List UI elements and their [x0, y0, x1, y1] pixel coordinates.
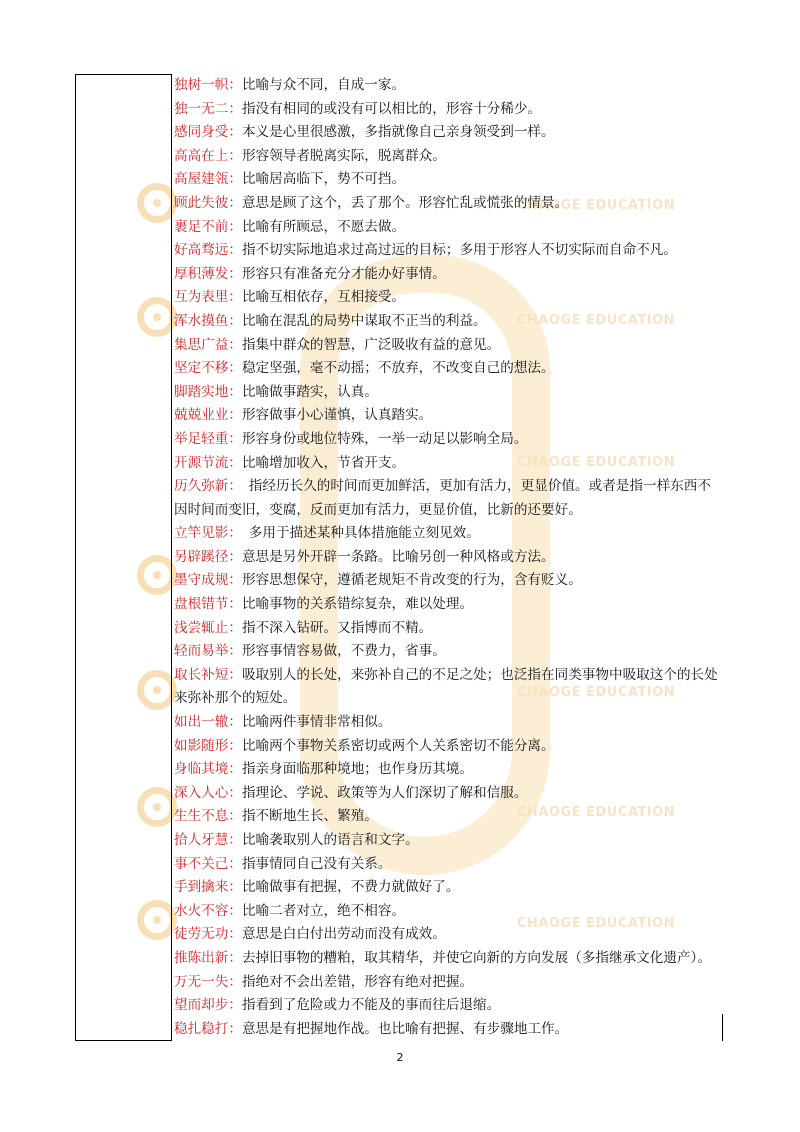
- idiom-definition: 比喻两个事物关系密切或两个人关系密切不能分离。: [241, 737, 555, 754]
- idiom-entry: [174, 829, 724, 853]
- idiom-term: 稳扎稳打：: [174, 1020, 242, 1037]
- idiom-definition: 比喻做事踏实，认真。: [241, 383, 378, 400]
- idiom-term: 浅尝辄止：: [174, 619, 242, 636]
- idiom-entry: [174, 593, 724, 617]
- idiom-entry: [174, 239, 724, 263]
- idiom-term: 深入人心：: [174, 784, 242, 801]
- idiom-definition: 指亲身面临那种境地；也作身历其境。: [241, 761, 474, 778]
- idiom-term: 浑水摸鱼：: [174, 312, 242, 329]
- idiom-definition: 形容思想保守，遵循老规矩不肯改变的行为，含有贬义。: [241, 572, 582, 589]
- idiom-term: 万无一失：: [174, 973, 242, 990]
- idiom-entry: [174, 381, 724, 405]
- idiom-entry: [174, 758, 724, 782]
- idiom-term: 互为表里：: [174, 289, 242, 306]
- idiom-definition: 比喻居高临下，势不可挡。: [241, 171, 406, 188]
- idiom-term: 裹足不前：: [174, 218, 242, 235]
- idiom-definition: 意思是另外开辟一条路。比喻另创一种风格或方法。: [241, 548, 555, 565]
- idiom-definition: 形容事情容易做，不费力，省事。: [241, 643, 446, 660]
- idiom-entry: [174, 263, 724, 287]
- idiom-entry: [174, 546, 724, 570]
- idiom-definition: 指没有相同的或没有可以相比的，形容十分稀少。: [241, 100, 542, 117]
- idiom-definition: 指不深入钻研。又指博而不精。: [241, 619, 433, 636]
- idiom-entry: [174, 74, 724, 98]
- idiom-term: 盘根错节：: [174, 596, 242, 613]
- idiom-entry: [174, 569, 724, 593]
- idiom-definition: 意思是顾了这个，丢了那个。形容忙乱或慌张的情景。: [241, 194, 569, 211]
- idiom-term: 事不关己：: [174, 855, 242, 872]
- idiom-term: 独一无二：: [174, 100, 242, 117]
- idiom-definition: 指事情同自己没有关系。: [241, 855, 392, 872]
- idiom-definition: 比喻有所顾忌，不愿去做。: [241, 218, 406, 235]
- watermark-text: CHAOGE EDUCATION: [517, 455, 676, 470]
- idiom-term: 集思广益：: [174, 336, 242, 353]
- idiom-term: 如影随形：: [174, 737, 242, 754]
- idiom-entry: [174, 876, 724, 900]
- idiom-term: 兢兢业业：: [174, 407, 242, 424]
- idiom-definition: 比喻事物的关系错综复杂，难以处理。: [241, 596, 474, 613]
- idiom-definition: 比喻在混乱的局势中谋取不正当的利益。: [241, 312, 487, 329]
- idiom-term: 如出一辙：: [174, 714, 242, 731]
- idiom-definition: 形容做事小心谨慎，认真踏实。: [241, 407, 433, 424]
- idiom-entry: [174, 192, 724, 216]
- idiom-term: 厚积薄发：: [174, 265, 242, 282]
- idiom-definition: 指看到了危险或力不能及的事而往后退缩。: [241, 997, 501, 1014]
- idiom-term: 开源节流：: [174, 454, 242, 471]
- idiom-term: 身临其境：: [174, 761, 242, 778]
- idiom-entry: [174, 805, 724, 829]
- idiom-definition: 稳定坚强，毫不动摇；不放弃，不改变自己的想法。: [241, 360, 555, 377]
- idiom-term: 推陈出新：: [174, 949, 242, 966]
- idiom-entry: [174, 900, 724, 924]
- idiom-entry: [174, 994, 724, 1018]
- idiom-list: [174, 74, 724, 1041]
- idiom-entry: [174, 664, 724, 711]
- idiom-entry: [174, 617, 724, 641]
- idiom-definition: 比喻互相依存，互相接受。: [241, 289, 406, 306]
- idiom-entry: [174, 947, 724, 971]
- idiom-term: 高屋建瓴：: [174, 171, 242, 188]
- idiom-entry: [174, 145, 724, 169]
- idiom-term: 高高在上：: [174, 147, 242, 164]
- idiom-definition: 比喻两件事情非常相似。: [241, 714, 392, 731]
- idiom-definition: 去掉旧事物的糟粕，取其精华，并使它向新的方向发展（多指继承文化遗产）。: [241, 949, 711, 966]
- watermark-text: CHAOGE EDUCATION: [517, 198, 676, 213]
- watermark-text: CHAOGE EDUCATION: [517, 685, 676, 700]
- idiom-entry: [174, 782, 724, 806]
- idiom-term: 轻而易举：: [174, 643, 242, 660]
- idiom-entry: [174, 310, 724, 334]
- idiom-entry: [174, 452, 724, 476]
- idiom-definition: 指不断地生长、繁殖。: [241, 808, 378, 825]
- idiom-definition: 形容领导者脱离实际，脱离群众。: [241, 147, 446, 164]
- idiom-entry: [174, 971, 724, 995]
- idiom-definition: 比喻增加收入，节省开支。: [241, 454, 406, 471]
- idiom-entry: [174, 168, 724, 192]
- idiom-definition: 本义是心里很感激，多指就像自己亲身领受到一样。: [241, 124, 555, 141]
- idiom-term: 拾人牙慧：: [174, 832, 242, 848]
- idiom-term: 立竿见影：: [174, 525, 236, 542]
- idiom-term: 历久弥新：: [174, 478, 236, 495]
- watermark-text: CHAOGE EDUCATION: [517, 313, 676, 328]
- idiom-entry: [174, 475, 724, 522]
- idiom-definition: 意思是有把握地作战。也比喻有把握、有步骤地工作。: [241, 1020, 569, 1037]
- idiom-definition: 形容只有准备充分才能办好事情。: [241, 265, 446, 282]
- idiom-definition: 比喻做事有把握，不费力就做好了。: [241, 879, 460, 896]
- idiom-entry: [174, 286, 724, 310]
- idiom-entry: [174, 428, 724, 452]
- idiom-entry: [174, 98, 724, 122]
- idiom-term: 手到擒来：: [174, 879, 242, 896]
- idiom-entry: [174, 640, 724, 664]
- idiom-term: 好高骛远：: [174, 242, 242, 259]
- idiom-term: 徒劳无功：: [174, 926, 242, 943]
- idiom-definition: 多用于描述某种具体措施能立刻见效。: [235, 525, 480, 542]
- idiom-definition: 指经历长久的时间而更加鲜活，更加有活力，更显价值。或者是指一样东西不因时间而变旧，变腐，反而更加有活力，更显价值，比新的还要好。: [174, 478, 711, 518]
- idiom-term: 顾此失彼：: [174, 194, 242, 211]
- idiom-definition: 比喻袭取别人的语言和文字。: [241, 832, 419, 848]
- idiom-entry: [174, 711, 724, 735]
- idiom-entry: [174, 853, 724, 877]
- idiom-entry: [174, 923, 724, 947]
- idiom-entry: [174, 404, 724, 428]
- idiom-definition: 指集中群众的智慧，广泛吸收有益的意见。: [241, 336, 501, 353]
- idiom-definition: 比喻二者对立，绝不相容。: [241, 902, 406, 919]
- watermark-text: CHAOGE EDUCATION: [517, 916, 676, 931]
- idiom-entry: [174, 334, 724, 358]
- idiom-entry: [174, 216, 724, 240]
- idiom-term: 生生不息：: [174, 808, 242, 825]
- table-left-cell: [75, 74, 172, 1041]
- idiom-term: 脚踏实地：: [174, 383, 242, 400]
- idiom-entry: [174, 121, 724, 145]
- page-number: 2: [396, 1051, 404, 1064]
- idiom-definition: 指绝对不会出差错，形容有绝对把握。: [241, 973, 474, 990]
- idiom-term: 墨守成规：: [174, 572, 242, 589]
- idiom-term: 举足轻重：: [174, 430, 242, 447]
- idiom-term: 独树一帜：: [174, 77, 242, 93]
- watermark-text: CHAOGE EDUCATION: [517, 805, 676, 820]
- idiom-term: 取长补短：: [174, 666, 242, 683]
- idiom-definition: 指不切实际地追求过高过远的目标；多用于形容人不切实际而自命不凡。: [241, 242, 677, 259]
- idiom-entry: [174, 357, 724, 381]
- idiom-definition: 比喻与众不同，自成一家。: [241, 77, 406, 93]
- idiom-definition: 指理论、学说、政策等为人们深切了解和信服。: [241, 784, 528, 801]
- idiom-entry: [174, 735, 724, 759]
- idiom-term: 水火不容：: [174, 902, 242, 919]
- idiom-entry: [174, 522, 724, 546]
- idiom-definition: 吸取别人的长处，来弥补自己的不足之处；也泛指在同类事物中吸取这个的长处来弥补那个的短处。: [174, 666, 718, 707]
- idiom-term: 感同身受：: [174, 124, 242, 141]
- idiom-entry: [174, 1018, 724, 1042]
- idiom-definition: 意思是白白付出劳动而没有成效。: [241, 926, 446, 943]
- idiom-term: 坚定不移：: [174, 360, 242, 377]
- idiom-definition: 形容身份或地位特殊，一举一动足以影响全局。: [241, 430, 528, 447]
- idiom-term: 望而却步：: [174, 997, 242, 1014]
- idiom-term: 另辟蹊径：: [174, 548, 242, 565]
